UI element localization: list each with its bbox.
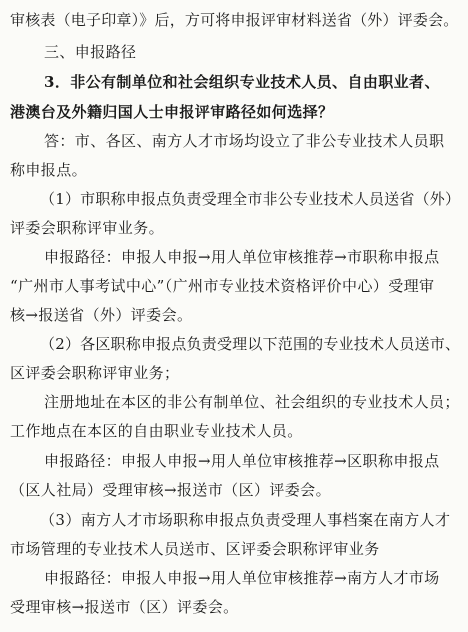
- text-line: 受理审核→报送市（区）评委会。: [10, 598, 239, 616]
- text-line: 评委会职称评审业务。: [10, 219, 165, 237]
- question-title: 港澳台及外籍归国人士申报评审路径如何选择？: [10, 103, 334, 121]
- text-line: 申报路径：申报人申报→用人单位审核推荐→市职称申报点: [44, 248, 440, 266]
- text-line: 答：市、各区、南方人才市场均设立了非公专业技术人员职: [44, 132, 445, 150]
- text-line: （2）各区职称申报点负责受理以下范围的专业技术人员送市、: [40, 335, 461, 353]
- text-line: 工作地点在本区的自由职业专业技术人员。: [10, 422, 303, 440]
- text-line: “广州市人事考试中心”（广州市专业技术资格评价中心）受理审: [10, 277, 435, 295]
- text-line: 核→报送省（外）评委会。: [10, 306, 193, 324]
- text-line: 申报路径：申报人申报→用人单位审核推荐→南方人才市场: [44, 569, 440, 587]
- text-line: 申报路径：申报人申报→用人单位审核推荐→区职称申报点: [44, 452, 440, 470]
- text-line: 区评委会职称评审业务；: [10, 364, 180, 382]
- section-heading: 三、申报路径: [44, 43, 137, 61]
- question-title: 3．非公有制单位和社会组织专业技术人员、自由职业者、: [44, 73, 440, 91]
- text-line: 称申报点。: [10, 161, 88, 179]
- text-line: 市场管理的专业技术人员送市、区评委会职称评审业务: [10, 540, 380, 558]
- text-line: （1）市职称申报点负责受理全市非公专业技术人员送省（外）: [40, 190, 461, 208]
- text-line: 注册地址在本区的非公有制单位、社会组织的专业技术人员；: [44, 393, 460, 411]
- text-line: 审核表（电子印章）》后，方可将申报评审材料送省（外）评委会。: [10, 11, 459, 29]
- text-line: （区人社局）受理审核→报送市（区）评委会。: [10, 481, 331, 499]
- text-line: （3）南方人才市场职称申报点负责受理人事档案在南方人才: [40, 511, 451, 529]
